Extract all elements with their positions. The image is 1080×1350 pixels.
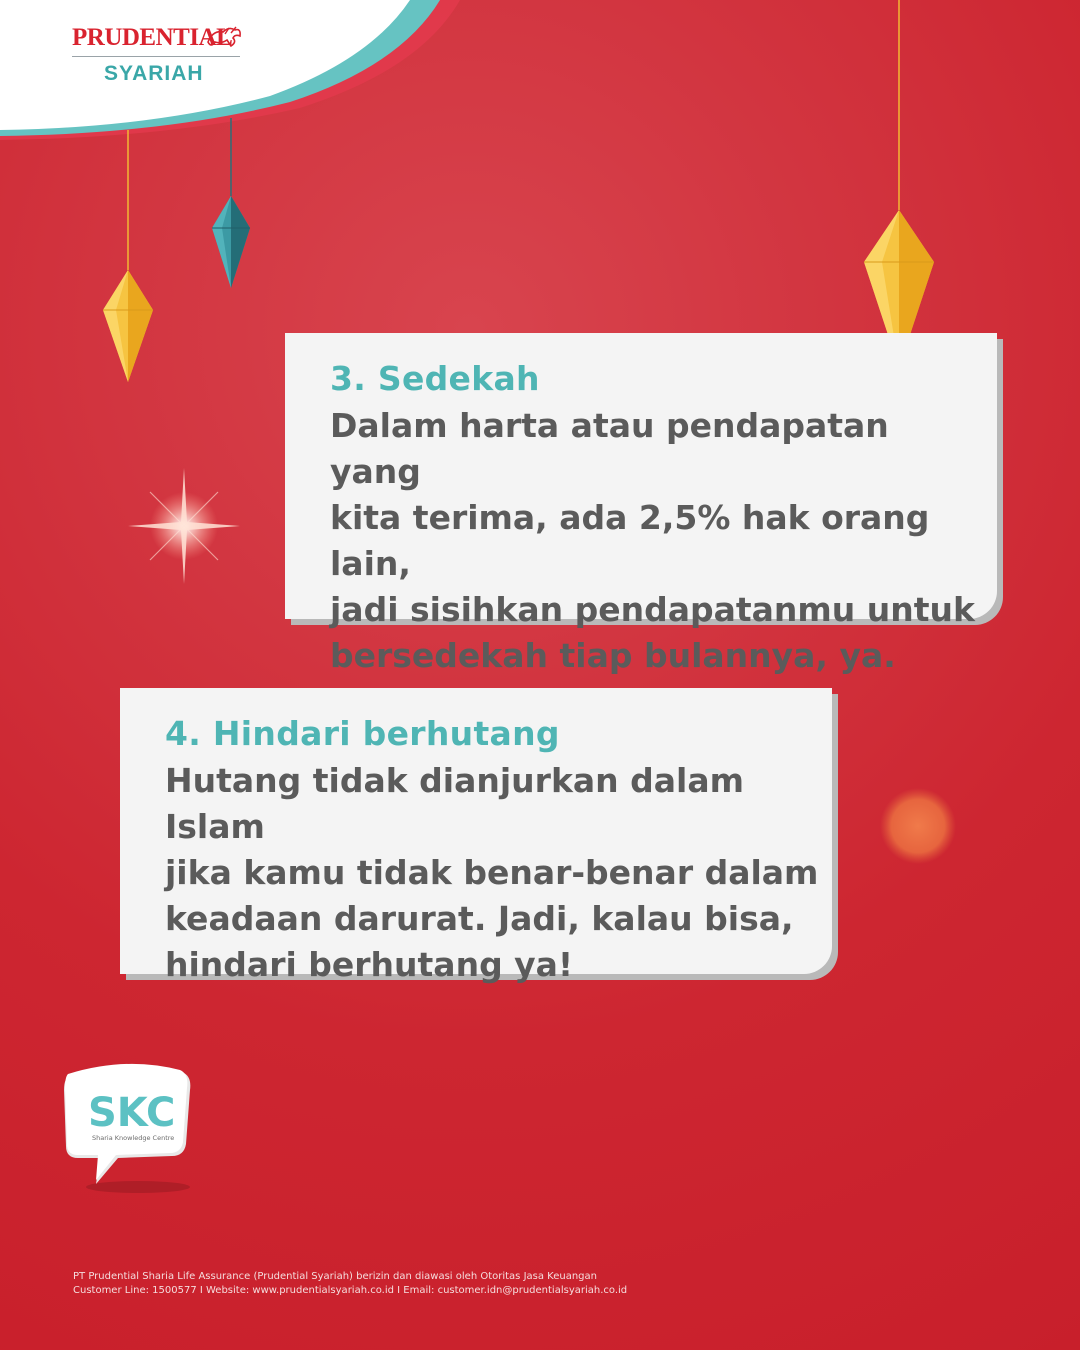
skc-badge [56,1062,206,1197]
bokeh-dot [878,786,958,866]
card-body: Dalam harta atau pendapatan yang kita terima, ada 2,5% hak orang lain, jadi sisihkan pendapatanmu untuk bersedekah tiap bulannya, ya. [330,406,975,675]
logo-divider [72,56,240,57]
brand-subtitle: SYARIAH [104,62,204,85]
prudential-syariah-logo [62,22,252,92]
card-title: 3. Sedekah [330,359,540,398]
lion-icon [205,24,243,50]
hanging-lantern-icon [103,130,153,382]
sparkle-icon [128,468,240,584]
badge-letters: SKC [88,1090,176,1136]
card-title: 4. Hindari berhutang [165,714,560,753]
card-body: Hutang tidak dianjurkan dalam Islam jika kamu tidak benar-benar dalam keadaan darurat. Jadi, kalau bisa, hindari berhutang ya! [165,761,819,984]
footer-line-contact: Customer Line: 1500577 I Website: www.prudentialsyariah.co.id I Email: customer.idn@prudentialsyariah.co.id [73,1285,628,1296]
tip-card-sedekah [285,333,997,675]
tip-card-hindari-berhutang [120,688,832,984]
brand-name: PRUDENTIAL [72,24,233,51]
footer-disclaimer [73,1270,973,1298]
footer-line-regulation: PT Prudential Sharia Life Assurance (Prudential Syariah) berizin dan diawasi oleh Otoritas Jasa Keuangan [73,1271,597,1282]
badge-caption: Sharia Knowledge Centre [92,1134,175,1142]
